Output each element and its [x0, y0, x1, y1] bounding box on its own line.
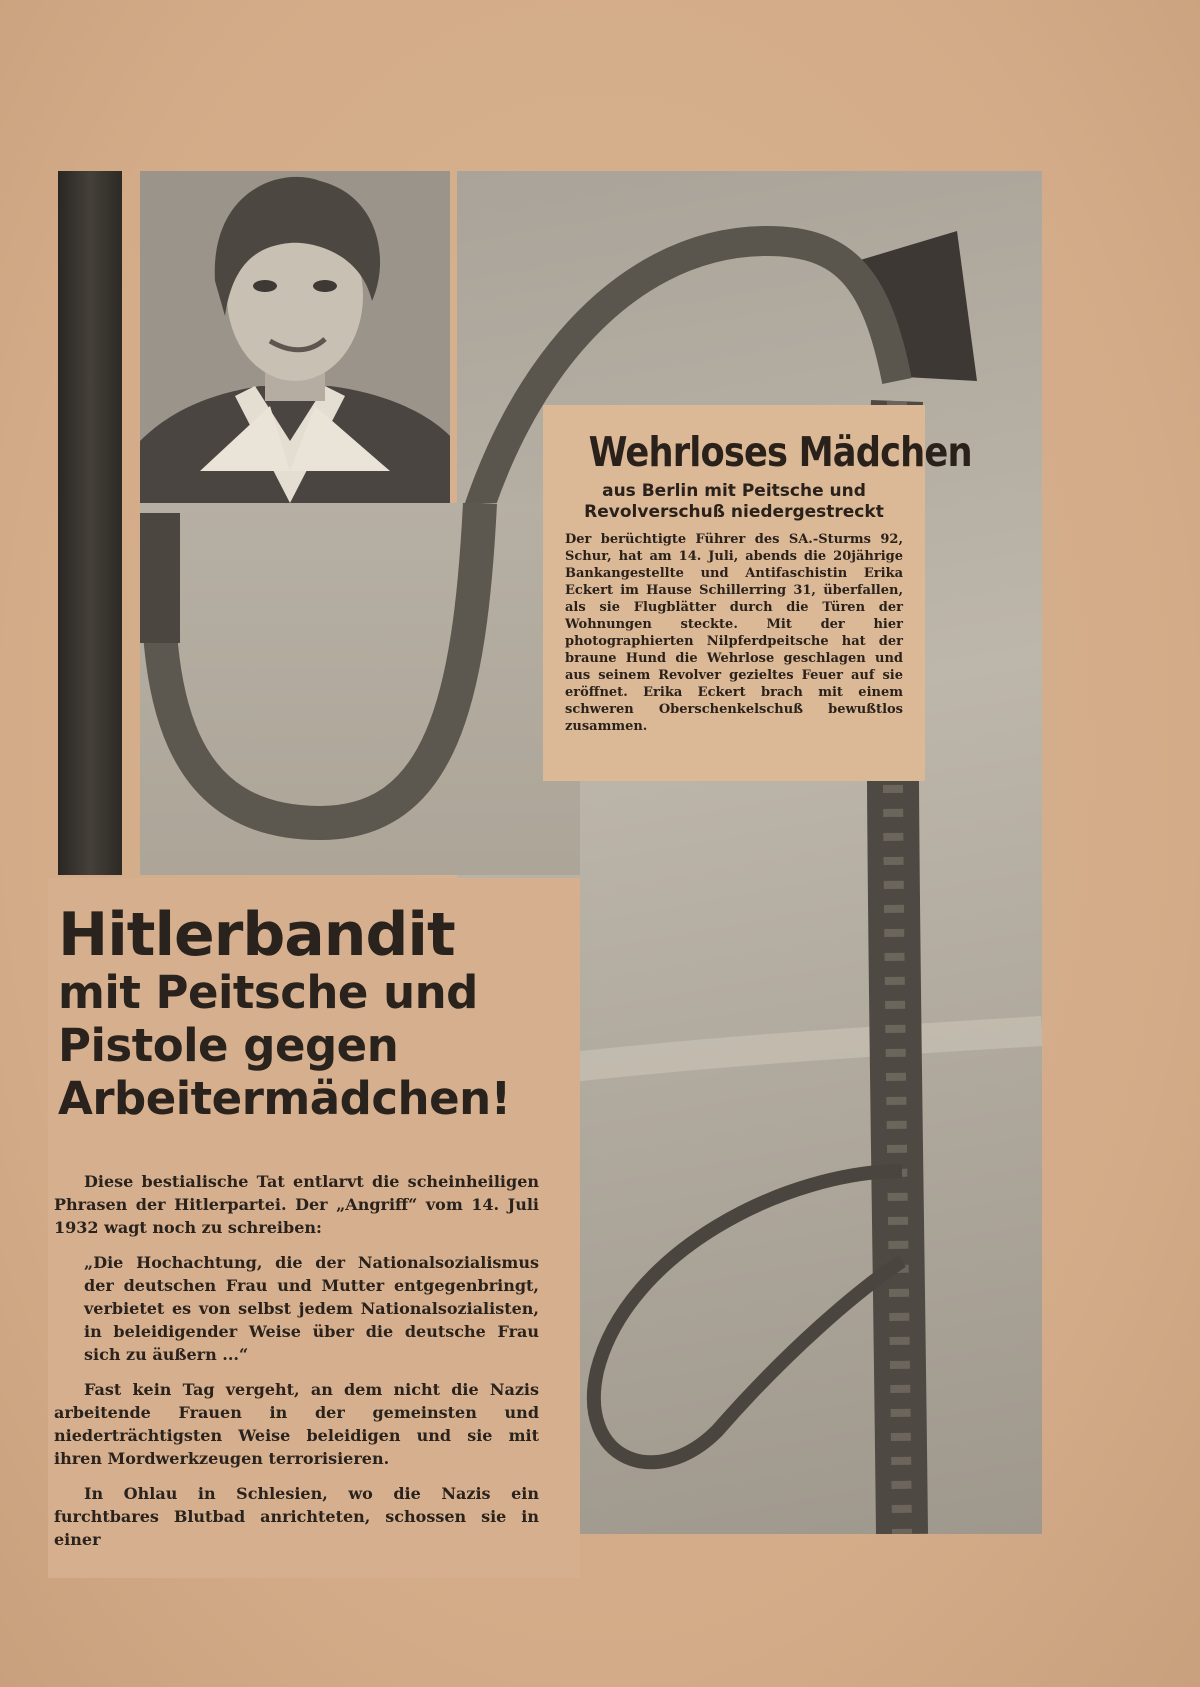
main-headline — [58, 900, 558, 1125]
clipping-title: Wehrloses Mädchen — [588, 428, 972, 476]
whip-loop-illustration — [140, 503, 580, 875]
headline-line-1: Hitlerbandit — [58, 900, 455, 970]
headline-line-4: Arbeitermädchen! — [58, 1072, 511, 1125]
portrait-photo — [140, 171, 450, 503]
news-clipping — [543, 405, 972, 781]
dark-vertical-bar — [58, 171, 122, 875]
whip-loop-photo — [140, 503, 580, 875]
article-paragraph-3: In Ohlau in Schlesien, wo die Nazis ein furchtbares Blutbad anrichteten, schossen sie in einer — [54, 1484, 539, 1549]
article-paragraph-1: Diese bestialische Tat entlarvt die scheinheiligen Phrasen der Hitlerpartei. Der „Angriff“ vom 14. Juli 1932 wagt noch zu schreiben: — [54, 1172, 539, 1237]
portrait-illustration — [140, 171, 450, 503]
clipping-subtitle: aus Berlin mit Peitsche und Revolverschuß niedergestreckt — [584, 481, 884, 522]
clipping-body: Der berüchtigte Führer des SA.-Sturms 92, Schur, hat am 14. Juli, abends die 20jährige Bankangestellte und Antifaschistin Erika Eckert im Hause Schillerring 31, überfallen, als sie Flugblätter durch die Türen der Wohnungen steckte. Mit der hier photographierten Nilpferdpeitsche hat der braune Hund die Wehrlose geschlagen und aus seinem Revolver gezieltes Feuer auf sie eröffnet. Erika Eckert brach mit einem schweren Oberschenkelschuß bewußtlos zusammen. — [565, 532, 903, 734]
headline-line-3: Pistole gegen — [58, 1019, 399, 1072]
article-quote: „Die Hochachtung, die der Nationalsozialismus der deutschen Frau und Mutter entgegenbringt, verbietet es von selbst jedem Nationalsozialisten, in beleidigender Weise über die deutsche Frau sich zu äußern ...“ — [84, 1253, 539, 1364]
article-body — [54, 1170, 539, 1563]
headline-line-2: mit Peitsche und — [58, 966, 478, 1019]
article-paragraph-2: Fast kein Tag vergeht, an dem nicht die Nazis arbeitende Frauen in der gemeinsten und niederträchtigsten Weise beleidigen und sie mit ihren Mordwerkzeugen terrorisieren. — [54, 1380, 539, 1468]
